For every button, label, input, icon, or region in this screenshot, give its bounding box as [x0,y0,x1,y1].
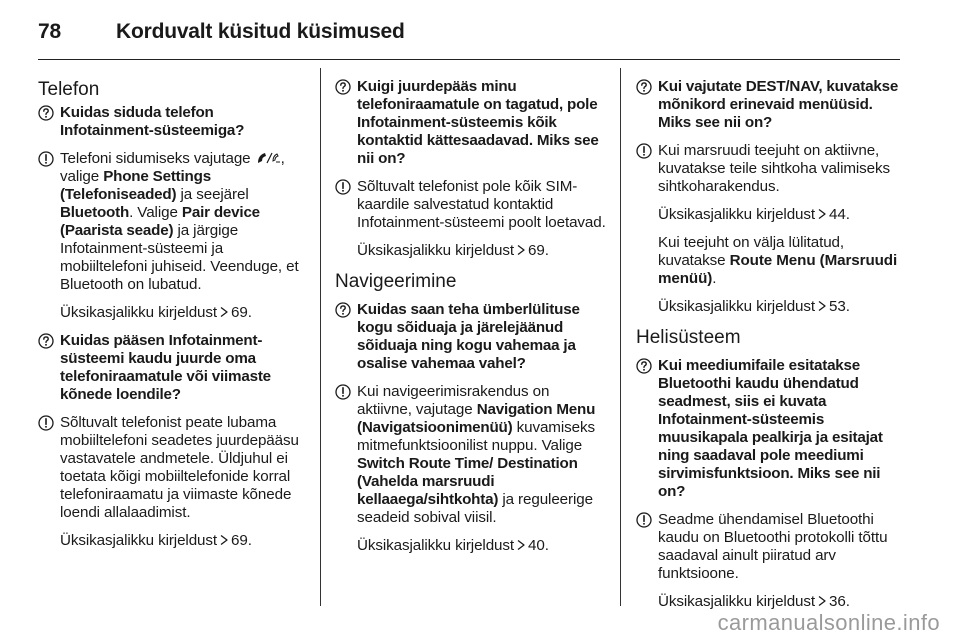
page-number: 78 [38,20,61,43]
reference-text: Üksikasjalikku kirjeldust [357,242,515,259]
phone-button-icon [255,151,281,165]
question-text: Kuidas pääsen Infotainment-süsteemi kaudu juurde oma telefoniraamatule või viimaste kõnede loendile? [60,332,271,403]
page-reference-arrow-icon [817,594,827,606]
faq-answer [38,150,306,294]
faq-question [636,78,906,132]
answer-text: Sõltuvalt telefonist pole kõik SIM-kaardile salvestatud kontaktid Infotainment-süsteemi poolt loetavad. [357,178,606,231]
answer-segment: ja reguleerige seadeid sobival viisil. [357,491,593,526]
section-heading-navigeerimine: Navigeerimine [335,271,457,292]
faq-answer [636,511,906,583]
exclamation-circle-icon [335,384,351,400]
column-3 [636,78,906,621]
faq-question [335,301,607,373]
page-title: Korduvalt küsitud küsimused [116,20,405,43]
answer-segment: kuvamiseks mitmefunktsioonilist nuppu. Valige [357,419,595,454]
exclamation-circle-icon [636,143,652,159]
column-divider-1 [320,68,321,606]
question-circle-icon [335,302,351,318]
reference-page: 69. [231,304,252,321]
page-reference [636,298,906,316]
question-text: Kuidas siduda telefon Infotainment-süsteemiga? [60,104,245,139]
faq-answer [335,178,607,232]
reference-page: 40. [528,537,549,554]
question-circle-icon [636,358,652,374]
menu-term: Pair device (Paarista seade) [60,204,260,239]
section-heading-telefon: Telefon [38,79,100,100]
menu-term: Navigation Menu (Navigatsioonimenüü) [357,401,596,436]
reference-text: Üksikasjalikku kirjeldust [658,298,816,315]
question-text: Kuigi juurdepääs minu telefoniraamatule on tagatud, pole Infotainment-süsteemis kõik kontaktid kättesaadavad. Miks see nii on? [357,78,599,167]
answer-segment: Telefoni sidumiseks vajutage [60,150,251,167]
column-2 [335,78,607,565]
question-text: Kui vajutate DEST/NAV, kuvatakse mõnikord erinevaid menüüsid. Miks see nii on? [658,78,899,131]
question-text: Kuidas saan teha ümberlülituse kogu sõiduaja ja järelejäänud sõiduaja ning kogu vahemaa ja osalise vahemaa vahel? [357,301,580,372]
faq-answer [636,142,906,196]
reference-page: 44. [829,206,850,223]
exclamation-circle-icon [636,512,652,528]
reference-page: 36. [829,593,850,610]
reference-page: 53. [829,298,850,315]
column-1 [38,78,306,560]
answer-segment: . [712,270,717,287]
page-reference-arrow-icon [516,243,526,255]
exclamation-circle-icon [38,151,54,167]
menu-term: Switch Route Time/ Destination (Vahelda marsruudi kellaaega/sihtkohta) [357,455,578,508]
answer-segment: ja järgige Infotainment-süsteemi ja mobiiltelefoni juhiseid. Veenduge, et Bluetooth on lubatud. [60,222,299,293]
answer-text: Sõltuvalt telefonist peate lubama mobiiltelefoni seadetes juurdepääsu vastavatele andmetele. Üldjuhul ei toetata kõigi mobiiltelefonide korral telefoniraamatu ja viimaste kõnede loendi allalaadimist. [60,414,299,521]
faq-answer [335,383,607,527]
faq-question [38,104,306,140]
faq-answer [38,414,306,522]
page-reference [335,537,607,555]
question-circle-icon [636,79,652,95]
page-reference [636,206,906,224]
answer-text: Kui marsruudi teejuht on aktiivne, kuvatakse teile sihtkoha valimiseks sihtkoharakendus. [658,142,891,195]
answer-segment: , valige [60,150,285,185]
question-circle-icon [335,79,351,95]
watermark: carmanualsonline.info [717,610,940,635]
reference-page: 69. [528,242,549,259]
page-reference [636,593,906,611]
page-reference-arrow-icon [817,299,827,311]
faq-question [38,332,306,404]
header-divider [38,59,900,60]
reference-text: Üksikasjalikku kirjeldust [60,532,218,549]
faq-question [636,357,906,501]
answer-continuation [636,234,906,288]
answer-segment: ja seejärel [180,186,249,203]
page-reference [38,304,306,322]
question-circle-icon [38,105,54,121]
page-reference-arrow-icon [817,207,827,219]
answer-segment: Kui teejuht on välja lülitatud, kuvatakse [658,234,845,269]
page-reference-arrow-icon [219,305,229,317]
faq-question [335,78,607,168]
exclamation-circle-icon [38,415,54,431]
menu-term: Phone Settings (Telefoniseaded) [60,168,211,203]
question-text: Kui meediumifaile esitatakse Bluetoothi kaudu ühendatud seadmest, siis ei kuvata Infotainment-süsteemis muusikapala pealkirja ja esitajat ning saadaval pole meediumi sirvimisfunktsioon. Miks see nii on? [658,357,883,500]
page-reference-arrow-icon [516,538,526,550]
answer-segment: . Valige [129,204,178,221]
answer-text [60,150,299,293]
reference-text: Üksikasjalikku kirjeldust [60,304,218,321]
question-circle-icon [38,333,54,349]
reference-text: Üksikasjalikku kirjeldust [357,537,515,554]
page-reference [38,532,306,550]
menu-term: Bluetooth [60,204,130,221]
answer-segment: Kui navigeerimisrakendus on aktiivne, vajutage [357,383,550,418]
reference-text: Üksikasjalikku kirjeldust [658,593,816,610]
exclamation-circle-icon [335,179,351,195]
reference-page: 69. [231,532,252,549]
page-reference [335,242,607,260]
column-divider-2 [620,68,621,606]
answer-text [357,383,595,526]
menu-term: Route Menu (Marsruudi menüü) [658,252,898,287]
section-heading-helisusteem: Helisüsteem [636,327,741,348]
page-header [38,20,900,46]
page-reference-arrow-icon [219,533,229,545]
reference-text: Üksikasjalikku kirjeldust [658,206,816,223]
answer-text: Seadme ühendamisel Bluetoothi kaudu on Bluetoothi protokolli tõttu saadaval ainult piiratud arv funktsioone. [658,511,888,582]
